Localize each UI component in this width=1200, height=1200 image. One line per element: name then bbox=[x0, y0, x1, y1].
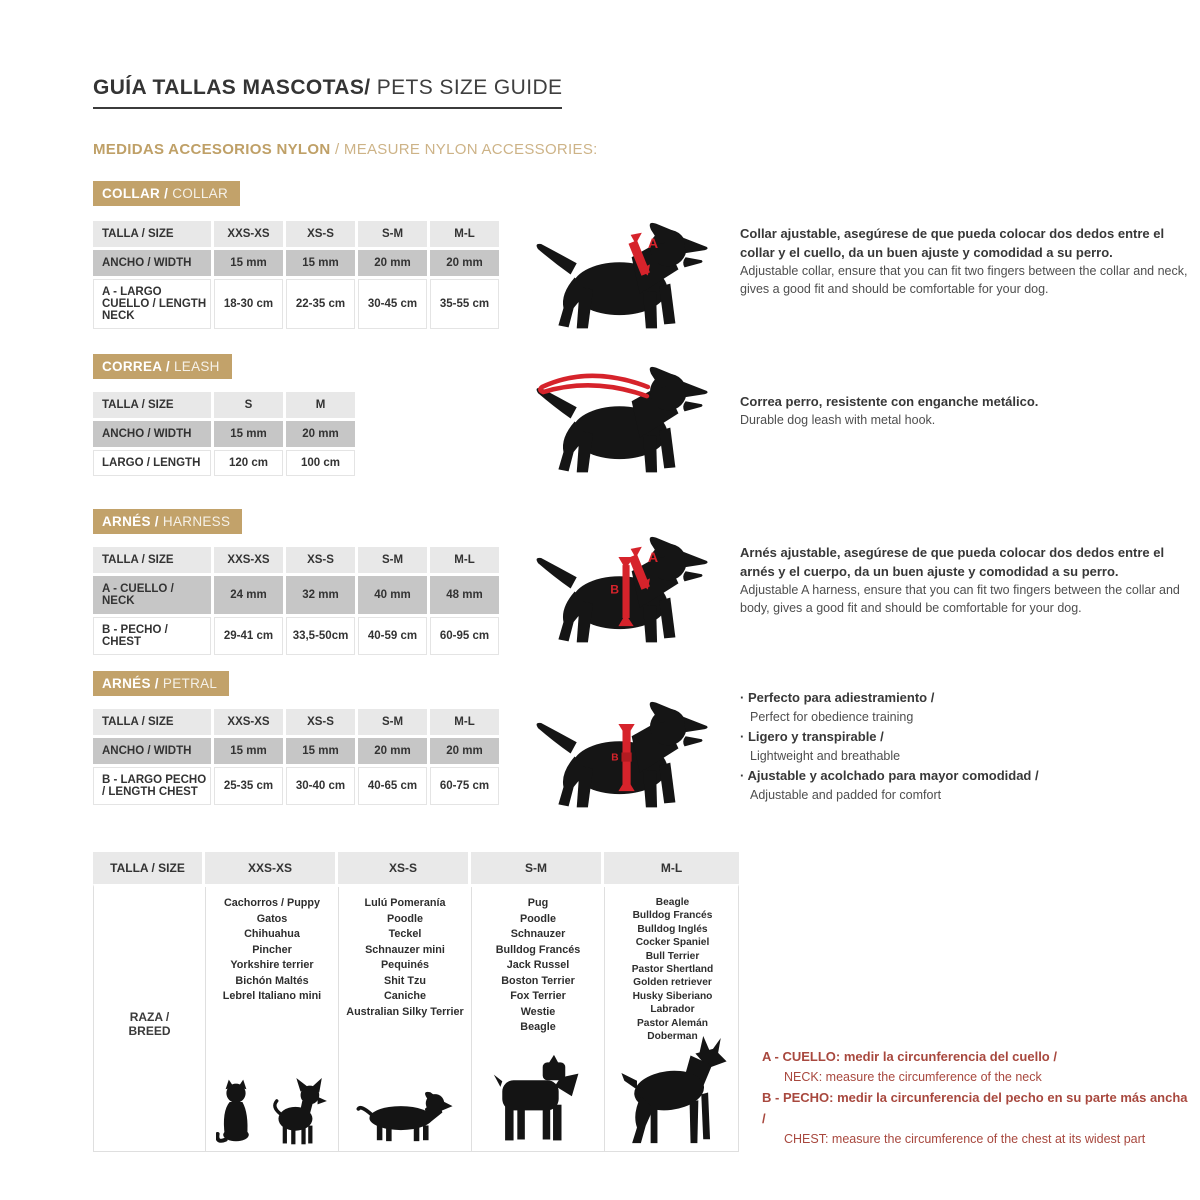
breed-item: Lulú Pomeranía bbox=[364, 897, 446, 909]
petral-feature-es: · Perfecto para adiestramiento / bbox=[740, 690, 935, 705]
harness-th-ml: M-L bbox=[430, 547, 499, 573]
breed-th-xxsxs: XXS-XS bbox=[205, 852, 338, 884]
petral-feature-en: Perfect for obedience training bbox=[750, 710, 914, 724]
breed-item: Pastor Shertland bbox=[631, 964, 714, 976]
leash-dog-illustration bbox=[534, 360, 712, 478]
dog-leash-icon bbox=[534, 360, 712, 478]
collar-th-size: TALLA / SIZE bbox=[93, 221, 211, 247]
collar-desc-en: Adjustable collar, ensure that you can fit two fingers between the collar and neck, gives a good fit and should be comfortable for your dog. bbox=[740, 264, 1188, 296]
petral-badge-en: PETRAL bbox=[158, 676, 218, 691]
harness-description bbox=[740, 543, 1192, 617]
page-subtitle-es: MEDIDAS ACCESORIOS NYLON bbox=[93, 141, 331, 158]
breed-item: Bulldog Francés bbox=[632, 910, 713, 922]
collar-section-badge bbox=[93, 181, 240, 206]
breed-item: Pincher bbox=[252, 943, 292, 956]
collar-neck-label: A - LARGO CUELLO / LENGTH NECK bbox=[93, 279, 211, 329]
collar-dog-illustration bbox=[534, 216, 712, 334]
breed-th-size: TALLA / SIZE bbox=[93, 852, 205, 884]
breed-item: Schnauzer mini bbox=[365, 943, 445, 956]
breed-item: Pequinés bbox=[380, 959, 429, 971]
breed-list-sm bbox=[472, 896, 604, 1036]
breed-row-label: RAZA / BREED bbox=[128, 1009, 171, 1038]
breed-list-xxsxs bbox=[206, 896, 338, 1005]
dog-collar-icon bbox=[534, 216, 712, 334]
breed-col-xss bbox=[339, 887, 472, 1151]
leash-th-size: TALLA / SIZE bbox=[93, 392, 211, 418]
petral-chest-value: 30-40 cm bbox=[286, 767, 355, 805]
collar-width-value: 20 mm bbox=[430, 250, 499, 276]
leash-badge-es: CORREA / bbox=[102, 359, 170, 374]
collar-marking-a-label: A bbox=[647, 236, 659, 253]
breed-item: Doberman bbox=[647, 1031, 698, 1043]
leash-width-value: 15 mm bbox=[214, 421, 283, 447]
breed-item: Beagle bbox=[520, 1021, 556, 1033]
breed-list-ml bbox=[605, 896, 740, 1043]
page-title-en: PETS SIZE GUIDE bbox=[370, 76, 563, 99]
petral-th-sm: S-M bbox=[358, 709, 427, 735]
collar-th-ml: M-L bbox=[430, 221, 499, 247]
harness-chest-value: 40-59 cm bbox=[358, 617, 427, 655]
petral-width-value: 20 mm bbox=[430, 738, 499, 764]
petral-th-size: TALLA / SIZE bbox=[93, 709, 211, 735]
collar-width-value: 15 mm bbox=[286, 250, 355, 276]
collar-desc-es: Collar ajustable, asegúrese de que pueda colocar dos dedos entre el collar y el cuello, da un buen ajuste y comodidad a su perro. bbox=[740, 226, 1165, 260]
breed-th-ml: M-L bbox=[604, 852, 739, 884]
harness-neck-value: 24 mm bbox=[214, 576, 283, 614]
breed-item: Boston Terrier bbox=[501, 974, 575, 987]
harness-badge-es: ARNÉS / bbox=[102, 514, 159, 529]
leash-length-label: LARGO / LENGTH bbox=[93, 450, 211, 476]
dog-harness-icon bbox=[534, 530, 712, 648]
breed-item: Bull Terrier bbox=[645, 950, 700, 962]
collar-width-value: 20 mm bbox=[358, 250, 427, 276]
harness-neck-value: 40 mm bbox=[358, 576, 427, 614]
breed-item: Schnauzer bbox=[510, 928, 566, 940]
breed-item: Labrador bbox=[650, 1004, 695, 1016]
breed-item: Husky Siberiano bbox=[632, 990, 713, 1002]
breed-item: Bulldog Francés bbox=[495, 943, 581, 956]
harness-size-table bbox=[93, 547, 499, 655]
petral-chest-value: 40-65 cm bbox=[358, 767, 427, 805]
harness-th-sm: S-M bbox=[358, 547, 427, 573]
breed-th-sm: S-M bbox=[471, 852, 604, 884]
breed-item: Jack Russel bbox=[506, 959, 570, 971]
harness-chest-value: 29-41 cm bbox=[214, 617, 283, 655]
breed-item: Pug bbox=[527, 897, 549, 909]
page-subtitle bbox=[93, 141, 598, 158]
harness-dog-illustration bbox=[534, 530, 712, 648]
petral-dog-illustration bbox=[534, 695, 712, 813]
harness-badge-en: HARNESS bbox=[158, 514, 231, 529]
breed-item: Bichón Maltés bbox=[235, 974, 309, 987]
leash-th-s: S bbox=[214, 392, 283, 418]
leash-width-label: ANCHO / WIDTH bbox=[93, 421, 211, 447]
leash-length-value: 120 cm bbox=[214, 450, 283, 476]
note-neck-es: A - CUELLO: medir la circunferencia del cuello / bbox=[762, 1049, 1057, 1064]
breed-item: Cocker Spaniel bbox=[635, 937, 710, 949]
leash-width-value: 20 mm bbox=[286, 421, 355, 447]
breed-item: Shit Tzu bbox=[384, 974, 426, 987]
petral-width-value: 15 mm bbox=[214, 738, 283, 764]
breed-table-header bbox=[93, 852, 739, 884]
collar-neck-value: 35-55 cm bbox=[430, 279, 499, 329]
breed-item: Fox Terrier bbox=[510, 990, 566, 1002]
leash-desc-es: Correa perro, resistente con enganche metálico. bbox=[740, 394, 1039, 409]
breed-item: Lebrel Italiano mini bbox=[222, 990, 322, 1002]
petral-feature-en: Adjustable and padded for comfort bbox=[750, 788, 942, 802]
petral-features-list bbox=[740, 688, 1192, 805]
harness-marking-b-label: B bbox=[610, 582, 620, 597]
breed-row-label-cell bbox=[94, 887, 206, 1151]
collar-description bbox=[740, 224, 1192, 298]
dachshund-icon bbox=[355, 1083, 455, 1143]
breed-item: Westie bbox=[520, 1005, 556, 1018]
petral-width-value: 15 mm bbox=[286, 738, 355, 764]
leash-description bbox=[740, 392, 1192, 429]
petral-chest-label: B - LARGO PECHO / LENGTH CHEST bbox=[93, 767, 211, 805]
harness-neck-value: 48 mm bbox=[430, 576, 499, 614]
collar-size-table bbox=[93, 221, 499, 329]
leash-badge-en: LEASH bbox=[169, 359, 220, 374]
petral-th-xxsxs: XXS-XS bbox=[214, 709, 283, 735]
leash-size-table bbox=[93, 392, 355, 476]
petral-marking-b-label: B bbox=[611, 752, 619, 764]
petral-chest-value: 25-35 cm bbox=[214, 767, 283, 805]
breed-col-xxsxs bbox=[206, 887, 339, 1151]
breed-item: Poodle bbox=[387, 912, 423, 925]
collar-badge-en: COLLAR bbox=[168, 186, 229, 201]
leash-length-value: 100 cm bbox=[286, 450, 355, 476]
harness-th-xxsxs: XXS-XS bbox=[214, 547, 283, 573]
petral-th-ml: M-L bbox=[430, 709, 499, 735]
harness-th-size: TALLA / SIZE bbox=[93, 547, 211, 573]
collar-width-label: ANCHO / WIDTH bbox=[93, 250, 211, 276]
harness-chest-value: 33,5-50cm bbox=[286, 617, 355, 655]
breed-item: Teckel bbox=[388, 928, 422, 940]
breed-item: Bulldog Inglés bbox=[637, 923, 708, 935]
petral-badge-es: ARNÉS / bbox=[102, 676, 159, 691]
breed-item: Cachorros / Puppy bbox=[224, 897, 320, 909]
petral-feature-es: · Ligero y transpirable / bbox=[740, 729, 884, 744]
petral-feature-es: · Ajustable y acolchado para mayor comodidad / bbox=[740, 768, 1039, 783]
collar-th-xss: XS-S bbox=[286, 221, 355, 247]
doberman-icon bbox=[613, 1036, 735, 1148]
petral-th-xss: XS-S bbox=[286, 709, 355, 735]
page-title bbox=[93, 76, 562, 109]
harness-desc-en: Adjustable A harness, ensure that you can fit two fingers between the collar and body, gives a good fit and should be comfortable for your dog. bbox=[740, 583, 1180, 615]
breed-item: Pastor Alemán bbox=[637, 1017, 708, 1029]
leash-desc-en: Durable dog leash with metal hook. bbox=[740, 413, 936, 427]
petral-chest-value: 60-75 cm bbox=[430, 767, 499, 805]
note-chest-en: CHEST: measure the circumference of the chest at its widest part bbox=[784, 1132, 1146, 1146]
breed-col-sm bbox=[472, 887, 605, 1151]
note-neck-en: NECK: measure the circumference of the neck bbox=[784, 1070, 1042, 1084]
measurement-notes bbox=[762, 1046, 1192, 1149]
harness-marking-a-label: A bbox=[647, 550, 659, 567]
breed-item: Caniche bbox=[383, 990, 426, 1002]
collar-neck-value: 18-30 cm bbox=[214, 279, 283, 329]
breed-item: Poodle bbox=[520, 912, 556, 925]
petral-width-value: 20 mm bbox=[358, 738, 427, 764]
schnauzer-icon bbox=[490, 1053, 586, 1147]
petral-section-badge bbox=[93, 671, 229, 696]
breed-item: Chihuahua bbox=[244, 928, 300, 940]
harness-desc-es: Arnés ajustable, asegúrese de que pueda colocar dos dedos entre el arnés y el cuerpo, da un buen ajuste y comodidad a su perro. bbox=[740, 545, 1165, 579]
petral-size-table bbox=[93, 709, 499, 805]
collar-th-sm: S-M bbox=[358, 221, 427, 247]
breed-item: Australian Silky Terrier bbox=[346, 1005, 464, 1018]
leash-th-m: M bbox=[286, 392, 355, 418]
collar-badge-es: COLLAR / bbox=[102, 186, 169, 201]
harness-chest-value: 60-95 cm bbox=[430, 617, 499, 655]
chihuahua-icon bbox=[268, 1078, 328, 1146]
collar-th-xxsxs: XXS-XS bbox=[214, 221, 283, 247]
harness-neck-label: A - CUELLO / NECK bbox=[93, 576, 211, 614]
petral-feature-en: Lightweight and breathable bbox=[750, 749, 901, 763]
collar-neck-value: 30-45 cm bbox=[358, 279, 427, 329]
breed-item: Yorkshire terrier bbox=[230, 959, 314, 971]
collar-width-value: 15 mm bbox=[214, 250, 283, 276]
breed-item: Golden retriever bbox=[633, 977, 712, 989]
breed-list-xss bbox=[339, 896, 471, 1020]
breed-col-ml bbox=[605, 887, 740, 1151]
page-title-es: GUÍA TALLAS MASCOTAS/ bbox=[93, 76, 371, 99]
breed-th-xss: XS-S bbox=[338, 852, 471, 884]
harness-chest-label: B - PECHO / CHEST bbox=[93, 617, 211, 655]
harness-section-badge bbox=[93, 509, 242, 534]
note-chest-es: B - PECHO: medir la circunferencia del pecho en su parte más ancha / bbox=[762, 1090, 1188, 1126]
petral-width-label: ANCHO / WIDTH bbox=[93, 738, 211, 764]
breed-table-body bbox=[93, 884, 739, 1152]
breed-item: Gatos bbox=[256, 912, 288, 925]
harness-th-xss: XS-S bbox=[286, 547, 355, 573]
breed-size-table bbox=[93, 852, 739, 1152]
leash-section-badge bbox=[93, 354, 232, 379]
collar-neck-value: 22-35 cm bbox=[286, 279, 355, 329]
harness-neck-value: 32 mm bbox=[286, 576, 355, 614]
page-subtitle-en: / MEASURE NYLON ACCESSORIES: bbox=[330, 141, 598, 158]
dog-petral-icon bbox=[534, 695, 712, 813]
breed-item: Beagle bbox=[655, 897, 690, 908]
cat-icon bbox=[216, 1078, 264, 1146]
